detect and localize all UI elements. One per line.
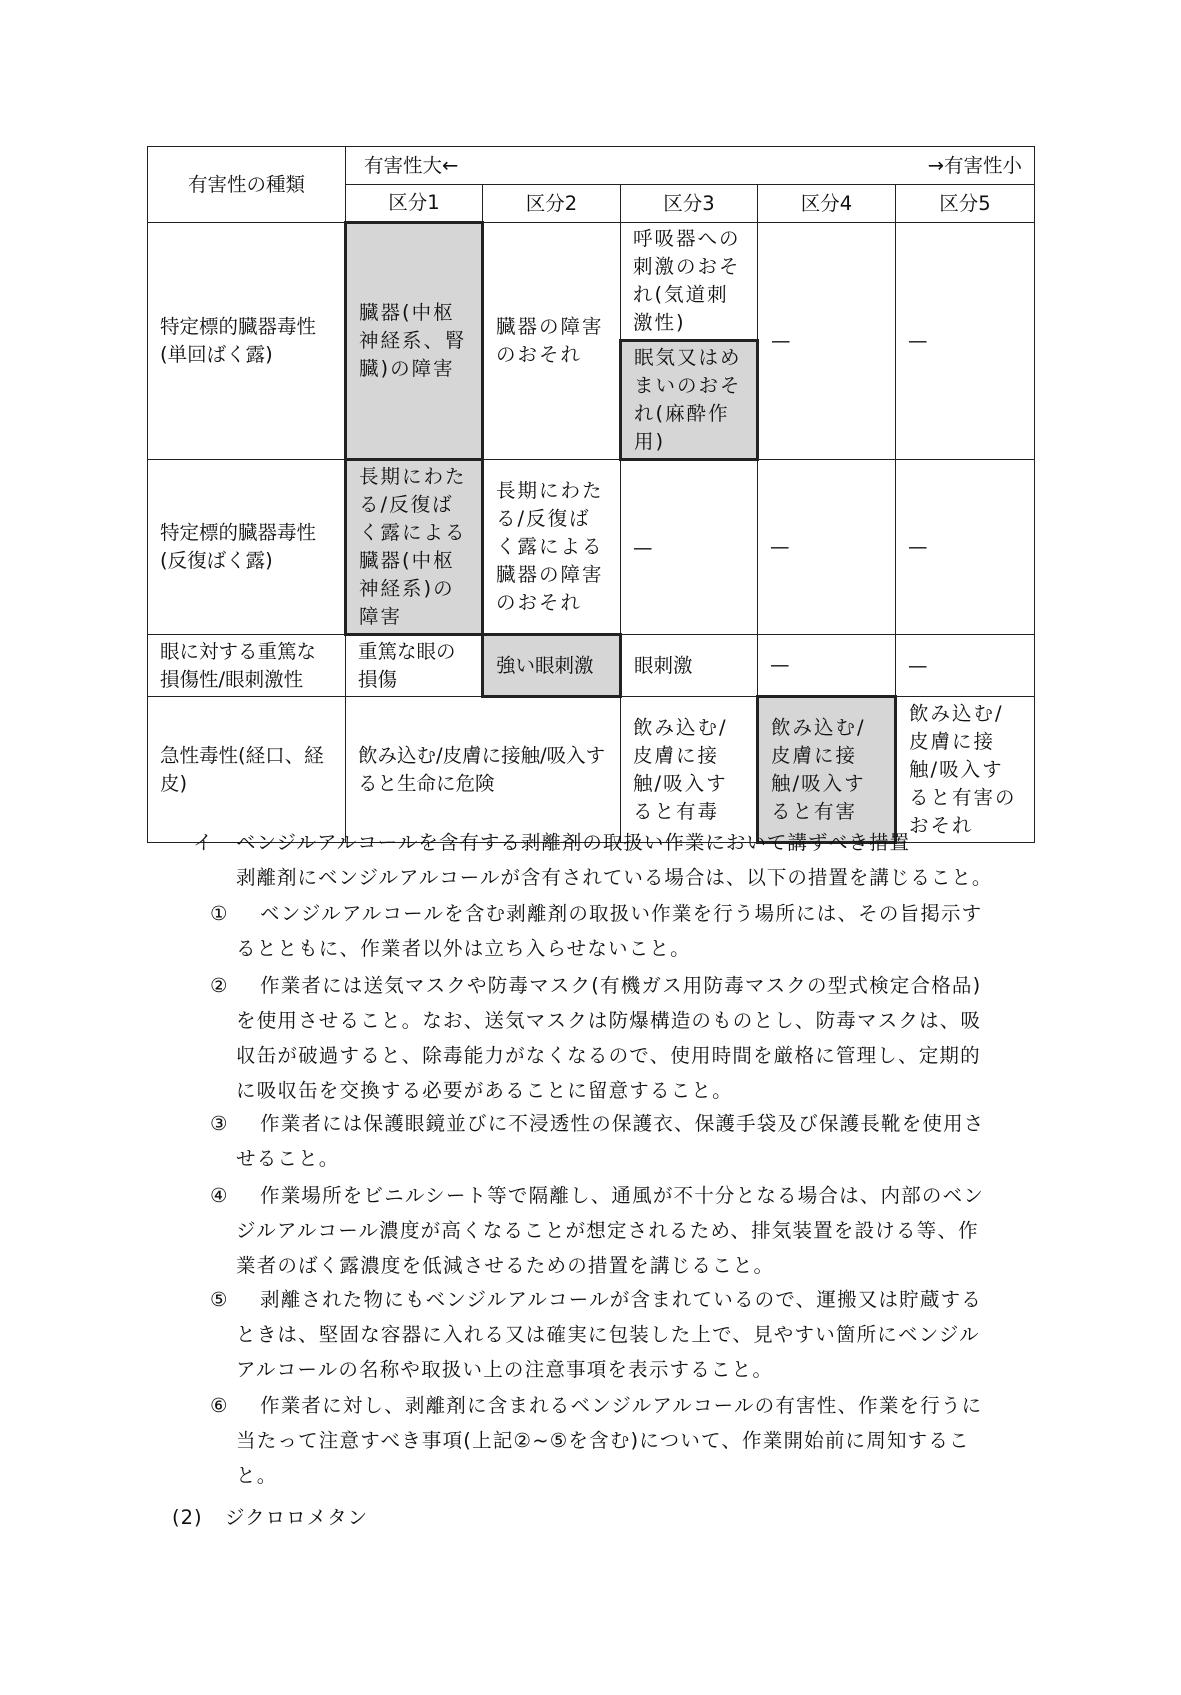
list-item: [210, 1106, 1040, 1176]
item-line: 当たって注意すべき事項(上記②~⑤を含む)について、作業開始前に周知するこ: [236, 1429, 970, 1452]
hazard-type-cell: 眼に対する重篤な損傷性/眼刺激性: [148, 635, 346, 697]
category-4-cell: —: [758, 223, 896, 460]
item-line: 剥離された物にもベンジルアルコールが含まれているので、運搬又は貯蔵する: [260, 1288, 982, 1311]
category-header: 区分5: [896, 185, 1035, 223]
category-5-cell: 飲み込む/皮膚に接触/吸入すると有害のおそれ: [896, 697, 1035, 843]
item-number: ②: [210, 974, 229, 997]
item-line: るとともに、作業者以外は立ち入らせないこと。: [236, 937, 691, 960]
direction-left-label: 有害性大←: [364, 153, 459, 177]
category-5-cell: —: [896, 223, 1035, 460]
list-item: [210, 968, 1040, 1108]
item-line: せること。: [236, 1147, 340, 1170]
category-3-cell: 眼刺激: [621, 635, 758, 697]
category-2-cell: 長期にわたる/反復ばく露による臓器の障害のおそれ: [483, 460, 621, 635]
hazard-type-cell: 特定標的臓器毒性 (単回ばく露): [148, 223, 346, 460]
item-number: ①: [210, 902, 229, 925]
item-line: アルコールの名称や取扱い上の注意事項を表示すること。: [236, 1358, 774, 1381]
category-header: 区分1: [346, 185, 483, 223]
item-line: 収缶が破過すると、除毒能力がなくなるので、使用時間を厳格に管理し、定期的: [236, 1044, 981, 1067]
table-row: [148, 223, 1035, 341]
table-row: [148, 697, 1035, 843]
item-line: 作業場所をビニルシート等で隔離し、通風が不十分となる場合は、内部のベン: [260, 1184, 985, 1207]
item-line: ベンジルアルコールを含む剥離剤の取扱い作業を行う場所には、その旨掲示す: [260, 902, 983, 925]
item-line: 作業者には送気マスクや防毒マスク(有機ガス用防毒マスクの型式検定合格品): [260, 974, 982, 997]
category-4-cell: —: [758, 460, 896, 635]
category-2-cell: 臓器の障害のおそれ: [483, 223, 621, 460]
section-2-marker: (2): [172, 1506, 203, 1529]
category-1-cell: 臓器(中枢神経系、腎臓)の障害: [346, 223, 483, 460]
category-1-cell: 重篤な眼の損傷: [346, 635, 483, 697]
category-header: 区分4: [758, 185, 896, 223]
category-3-cell-lower: 眠気又はめまいのおそれ(麻酔作用): [621, 341, 758, 460]
item-line: ときは、堅固な容器に入れる又は確実に包装した上で、見やすい箇所にベンジル: [236, 1323, 980, 1346]
item-line: 業者のばく露濃度を低減させるための措置を講じること。: [236, 1254, 775, 1277]
category-5-cell: —: [896, 460, 1035, 635]
category-header: 区分3: [621, 185, 758, 223]
category-2-cell: 強い眼刺激: [483, 635, 621, 697]
category-3-cell: —: [621, 460, 758, 635]
item-number: ④: [210, 1184, 229, 1207]
item-line: を使用させること。なお、送気マスクは防爆構造のものとし、防毒マスクは、吸: [236, 1009, 982, 1032]
table-header-row-direction: [148, 147, 1035, 185]
item-number: ⑤: [210, 1288, 229, 1311]
category-4-cell: 飲み込む/皮膚に接触/吸入すると有害: [758, 697, 896, 843]
hazard-type-header: 有害性の種類: [148, 147, 346, 223]
direction-header: [346, 147, 1035, 185]
direction-right-label: →有害性小: [927, 153, 1022, 177]
item-line: に吸収缶を交換する必要があることに留意すること。: [236, 1079, 733, 1102]
hazard-type-cell: 急性毒性(経口、経皮): [148, 697, 346, 843]
section-2-title: ジクロロメタン: [225, 1506, 369, 1529]
hazard-type-cell: 特定標的臓器毒性 (反復ばく露): [148, 460, 346, 635]
item-line: ジルアルコール濃度が高くなることが想定されるため、排気装置を設ける等、作: [236, 1219, 979, 1242]
category-header: 区分2: [483, 185, 621, 223]
list-item: [210, 1282, 1040, 1387]
item-line: と。: [236, 1464, 278, 1487]
table-row: [148, 460, 1035, 635]
section-i-intro: 剥離剤にベンジルアルコールが含有されている場合は、以下の措置を講じること。: [236, 866, 993, 889]
category-3-cell-upper: 呼吸器への刺激のおそれ(気道刺激性): [621, 223, 758, 341]
category-1-2-cell: 飲み込む/皮膚に接触/吸入すると生命に危険: [346, 697, 621, 843]
hazard-classification-table: [147, 146, 1035, 844]
item-number: ⑥: [210, 1394, 229, 1417]
list-item: [210, 1178, 1040, 1283]
list-item: [210, 896, 1040, 966]
item-number: ③: [210, 1112, 229, 1135]
item-line: 作業者には保護眼鏡並びに不浸透性の保護衣、保護手袋及び保護長靴を使用さ: [260, 1112, 985, 1135]
category-3-cell: 飲み込む/皮膚に接触/吸入すると有毒: [621, 697, 758, 843]
category-5-cell: —: [896, 635, 1035, 697]
category-4-cell: —: [758, 635, 896, 697]
list-item: [210, 1388, 1040, 1493]
section-i-title: ベンジルアルコールを含有する剥離剤の取扱い作業において講ずべき措置: [236, 831, 910, 854]
item-line: 作業者に対し、剥離剤に含まれるベンジルアルコールの有害性、作業を行うに: [260, 1394, 983, 1417]
category-1-cell: 長期にわたる/反復ばく露による臓器(中枢神経系)の障害: [346, 460, 483, 635]
table-row: [148, 635, 1035, 697]
section-i-marker: イ: [193, 831, 214, 854]
